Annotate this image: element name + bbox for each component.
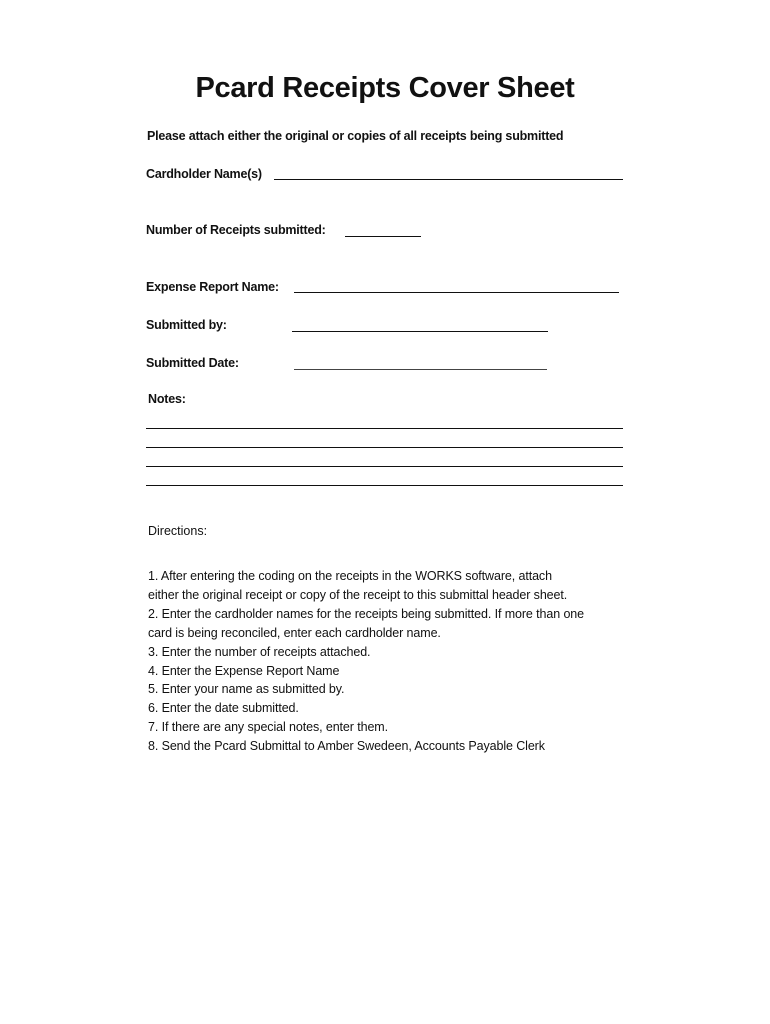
direction-line: 2. Enter the cardholder names for the receipts being submitted. If more than one	[148, 606, 585, 621]
direction-line: 8. Send the Pcard Submittal to Amber Swedeen, Accounts Payable Clerk	[148, 739, 545, 754]
submitted-date-field[interactable]	[294, 354, 547, 370]
notes-underline	[146, 428, 623, 429]
receipts-field[interactable]	[345, 221, 421, 237]
cardholder-underline	[274, 179, 623, 180]
notes-underline	[146, 466, 623, 467]
expense-report-field[interactable]	[294, 277, 619, 293]
notes-line-4[interactable]	[146, 470, 623, 486]
direction-line: 3. Enter the number of receipts attached.	[148, 644, 371, 659]
direction-line: card is being reconciled, enter each cardholder name.	[148, 625, 441, 640]
notes-line-3[interactable]	[146, 451, 623, 467]
page-title: Pcard Receipts Cover Sheet	[195, 72, 575, 104]
notes-underline	[146, 447, 623, 448]
direction-line: either the original receipt or copy of the receipt to this submittal header sheet.	[148, 587, 568, 602]
direction-line: 1. After entering the coding on the receipts in the WORKS software, attach	[148, 569, 552, 583]
expense-report-label: Expense Report Name:	[146, 280, 279, 294]
cardholder-label: Cardholder Name(s)	[146, 167, 262, 181]
directions-list	[148, 567, 628, 756]
submitted-date-underline	[294, 369, 547, 370]
submitted-by-label: Submitted by:	[146, 318, 227, 332]
receipts-underline	[345, 236, 421, 237]
submitted-by-field[interactable]	[292, 316, 548, 332]
expense-report-underline	[294, 292, 619, 293]
cardholder-field[interactable]	[274, 164, 623, 180]
notes-line-2[interactable]	[146, 432, 623, 448]
notes-label: Notes:	[148, 392, 186, 406]
intro-text: Please attach either the original or copies of all receipts being submitted	[147, 129, 564, 143]
direction-line: 6. Enter the date submitted.	[148, 701, 299, 716]
notes-line-1[interactable]	[146, 413, 623, 429]
submitted-date-label: Submitted Date:	[146, 356, 239, 370]
submitted-by-underline	[292, 331, 548, 332]
directions-heading: Directions:	[148, 524, 208, 538]
notes-underline	[146, 485, 623, 486]
direction-line: 4. Enter the Expense Report Name	[148, 663, 340, 678]
receipts-label: Number of Receipts submitted:	[146, 223, 326, 237]
direction-line: 7. If there are any special notes, enter them.	[148, 720, 388, 735]
direction-line: 5. Enter your name as submitted by.	[148, 682, 345, 697]
